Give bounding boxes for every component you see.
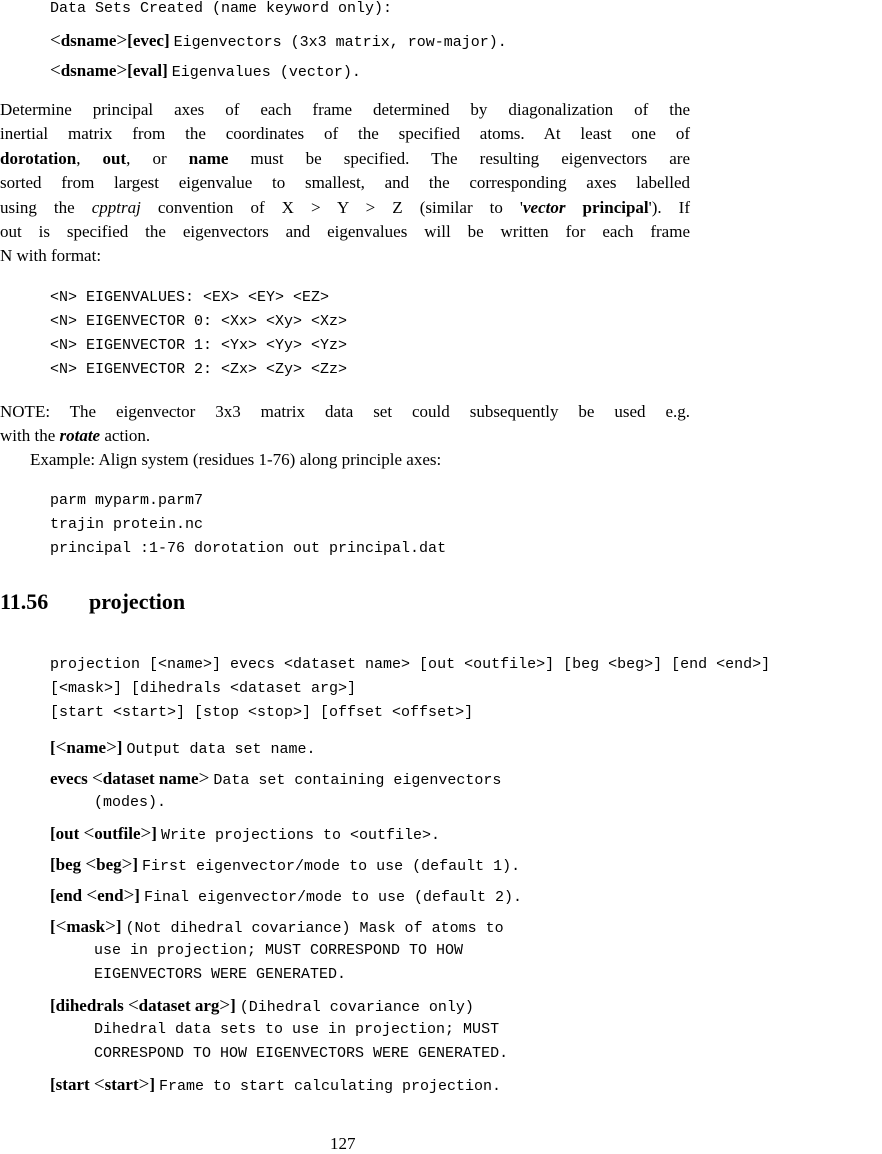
paragraph-line: dorotation, out, or name must be specified. The resulting eigenvectors are [0, 148, 690, 168]
option-beg: [beg <beg>] First eigenvector/mode to use (default 1). [50, 854, 521, 875]
option-desc: Data set containing eigenvectors [213, 772, 502, 789]
option-label: beg [96, 855, 122, 874]
paragraph-line: NOTE: The eigenvector 3x3 matrix data set could subsequently be used e.g. [0, 402, 690, 421]
example-code-line: principal :1-76 dorotation out principal.dat [50, 540, 447, 557]
option-desc: Final eigenvector/mode to use (default 2). [143, 889, 523, 906]
option-name: [<name>] Output data set name. [50, 737, 316, 758]
dsname-label: dsname [60, 31, 117, 50]
bracket-close: ] [162, 61, 168, 80]
option-end: [end <end>] Final eigenvector/mode to use (default 2). [50, 885, 523, 906]
gt-symbol: > [116, 30, 128, 51]
option-desc-cont: Dihedral data sets to use in projection; MUST [94, 1021, 500, 1038]
option-out: [out <outfile>] Write projections to <outfile>. [50, 823, 440, 844]
datasets-header: Data Sets Created (name keyword only): [50, 0, 393, 17]
paragraph-line: out is specified the eigenvectors and eigenvalues will be written for each frame [0, 221, 690, 241]
option-label: outfile [94, 824, 141, 843]
paragraph-line: inertial matrix from the coordinates of the specified atoms. At least one of [0, 124, 690, 144]
option-desc: Output data set name. [126, 741, 316, 758]
option-label: mask [66, 917, 106, 936]
option-desc: (Not dihedral covariance) Mask of atoms to [125, 920, 504, 937]
dataset-key: evec [132, 31, 164, 50]
section-number: 11.56 [0, 589, 49, 614]
keyword-vector: vector [523, 197, 566, 217]
usage-line: projection [<name>] evecs <dataset name> [out <outfile>] [beg <beg>] [end <end>] [50, 656, 771, 673]
format-line: <N> EIGENVALUES: <EX> <EY> <EZ> [50, 289, 330, 306]
paragraph-line: with the rotate action. [0, 426, 151, 446]
format-line: <N> EIGENVECTOR 1: <Yx> <Yy> <Yz> [50, 337, 348, 354]
option-desc: First eigenvector/mode to use (default 1). [142, 858, 521, 875]
option-dihedrals: [dihedrals <dataset arg>] (Dihedral covariance only) [50, 995, 474, 1016]
section-heading [0, 589, 185, 615]
option-start: [start <start>] Frame to start calculating projection. [50, 1074, 502, 1095]
keyword-dorotation: dorotation [0, 148, 77, 168]
option-desc-cont: (modes). [94, 794, 167, 811]
dsname-label: dsname [60, 61, 117, 80]
option-desc: Write projections to <outfile>. [160, 827, 440, 844]
usage-line: [<mask>] [dihedrals <dataset arg>] [50, 680, 357, 697]
option-label: start [104, 1075, 139, 1094]
option-desc: Frame to start calculating projection. [159, 1078, 502, 1095]
note-paragraph [0, 400, 690, 449]
keyword-principal: principal [565, 197, 649, 217]
keyword-out: out [102, 148, 127, 168]
option-desc-cont: EIGENVECTORS WERE GENERATED. [94, 966, 347, 983]
example-code-line: parm myparm.parm7 [50, 492, 204, 509]
cpptraj-name: cpptraj [91, 197, 141, 217]
option-desc: (Dihedral covariance only) [239, 999, 474, 1016]
dataset-entry-eval [50, 60, 361, 82]
gt-symbol: > [116, 60, 128, 81]
option-desc-cont: use in projection; MUST CORRESPOND TO HOW [94, 942, 464, 959]
format-line: <N> EIGENVECTOR 0: <Xx> <Xy> <Xz> [50, 313, 348, 330]
dataset-entry-evec [50, 30, 507, 52]
dataset-desc: Eigenvectors (3x3 matrix, row-major). [173, 34, 507, 51]
paragraph-line: Determine principal axes of each frame determined by diagonalization of the [0, 100, 690, 119]
example-code-line: trajin protein.nc [50, 516, 204, 533]
option-mask: [<mask>] (Not dihedral covariance) Mask of atoms to [50, 916, 504, 937]
option-label: name [66, 738, 107, 757]
keyword-rotate: rotate [59, 426, 101, 446]
bracket-open: [ [127, 31, 133, 50]
lt-symbol: < [50, 30, 61, 51]
page-number: 127 [330, 1134, 356, 1153]
option-label: dataset name [102, 769, 199, 788]
description-paragraph [0, 98, 690, 269]
option-label: end [97, 886, 124, 905]
dataset-key: eval [132, 61, 163, 80]
option-label: dataset arg [138, 996, 220, 1015]
bracket-close: ] [163, 31, 170, 50]
section-title: projection [89, 589, 186, 614]
lt-symbol: < [50, 60, 61, 81]
bracket-open: [ [127, 61, 133, 80]
usage-line: [start <start>] [stop <stop>] [offset <offset>] [50, 704, 474, 721]
format-line: <N> EIGENVECTOR 2: <Zx> <Zy> <Zz> [50, 361, 348, 378]
keyword-name: name [188, 148, 229, 168]
paragraph-line: using the cpptraj convention of X > Y > Z (similar to 'vector principal'). If [0, 197, 690, 217]
paragraph-line: N with format: [0, 246, 102, 266]
option-desc-cont: CORRESPOND TO HOW EIGENVECTORS WERE GENERATED. [94, 1045, 509, 1062]
option-evecs: evecs <dataset name> Data set containing eigenvectors [50, 768, 502, 789]
dataset-desc: Eigenvalues (vector). [171, 64, 361, 81]
example-intro: Example: Align system (residues 1-76) along principle axes: [30, 450, 442, 469]
paragraph-line: sorted from largest eigenvalue to smallest, and the corresponding axes labelled [0, 173, 690, 193]
